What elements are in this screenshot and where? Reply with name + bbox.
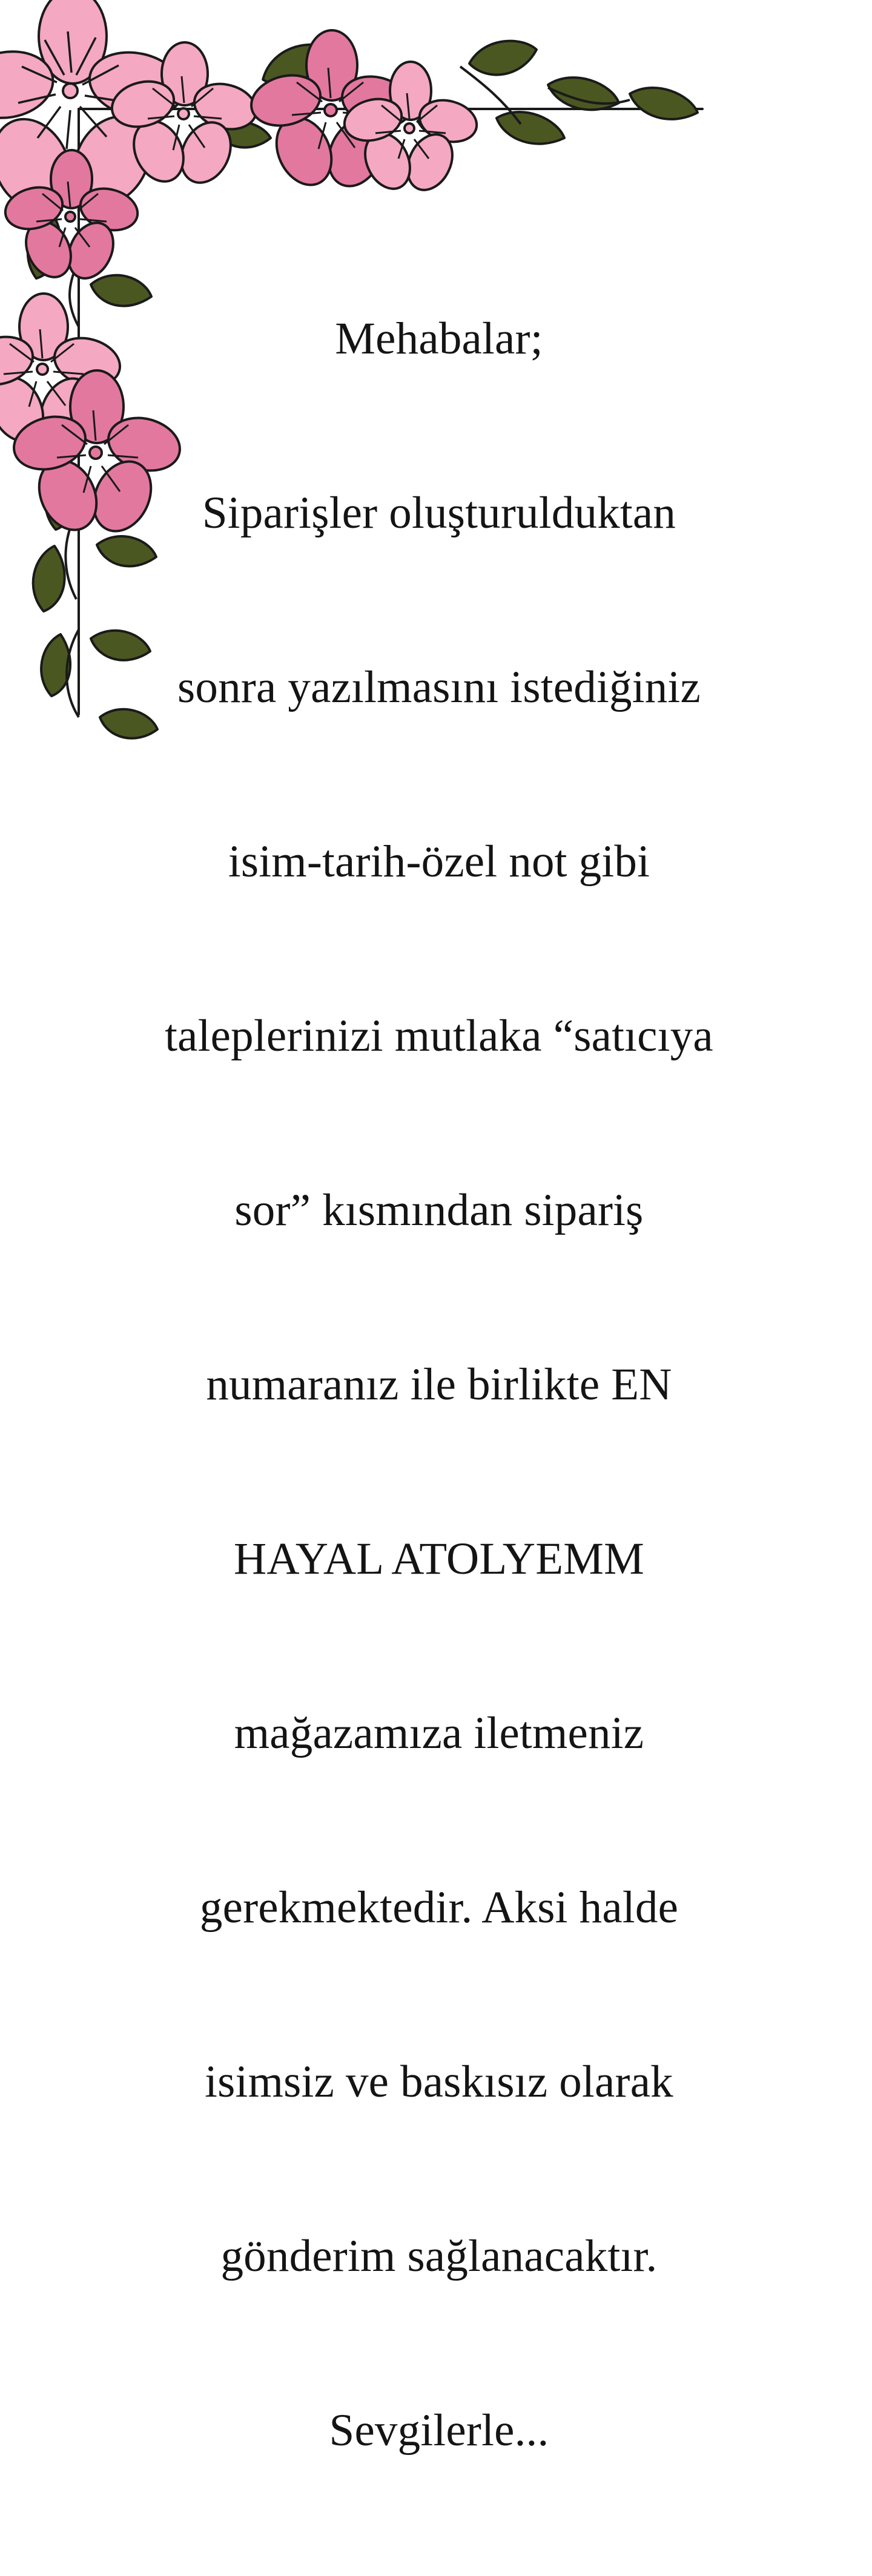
flower-small-pink [340, 62, 481, 197]
notice-message [103, 194, 775, 2576]
message-line: gönderim sağlanacaktır. [220, 2231, 658, 2281]
message-line: gerekmektedir. Aksi halde [199, 1882, 679, 1933]
message-line: Siparişler oluşturulduktan [202, 488, 676, 538]
flower-medium-pink [107, 42, 261, 191]
message-line: Mehabalar; [335, 314, 543, 364]
message-line: numaranız ile birlikte EN [206, 1359, 672, 1410]
message-line: isim-tarih-özel not gibi [228, 836, 650, 887]
message-line: mağazamıza iletmeniz [234, 1708, 644, 1758]
message-line: sor” kısmından sipariş [234, 1185, 644, 1235]
flower-medium-deep-pink [246, 30, 417, 195]
message-line: sonra yazılmasını istediğiniz [177, 662, 701, 712]
message-line-store-name: HAYAL ATOLYEMM [233, 1534, 645, 1584]
message-line: taleplerinizi mutlaka “satıcıya [165, 1011, 713, 1061]
message-line: isimsiz ve baskısız olarak [205, 2057, 673, 2107]
flower-large-pink [0, 0, 189, 223]
message-line-signoff: Sevgilerle... [329, 2405, 549, 2456]
leaf-group-top [215, 41, 698, 148]
